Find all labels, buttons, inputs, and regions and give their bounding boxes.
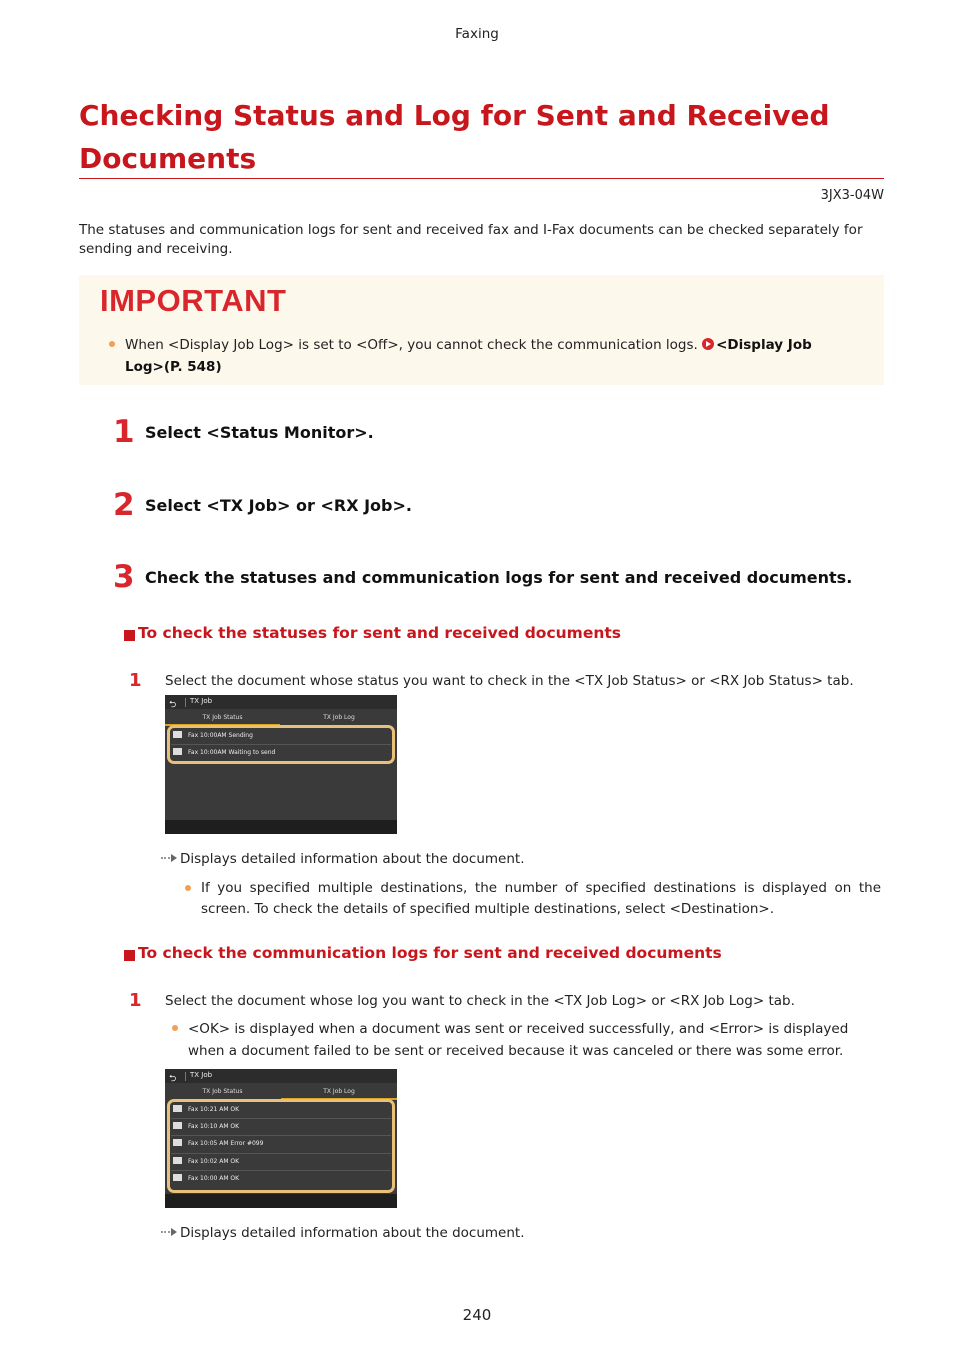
highlight-frame: [167, 725, 395, 764]
step-text: Select <TX Job> or <RX Job>.: [145, 496, 412, 515]
page-title: Checking Status and Log for Sent and Received Documents: [79, 99, 830, 175]
link-arrow-icon: [702, 338, 714, 350]
intro-paragraph: The statuses and communication logs for sent and received fax and I-Fax documents can be checked separately for sending and receiving.: [79, 222, 863, 257]
status-screen-image: [165, 695, 397, 834]
screen-bottom-bar: [165, 1194, 397, 1208]
substep-text: Select the document whose status you want to check in the <TX Job Status> or <RX Job Status> tab.: [165, 673, 854, 689]
bullet-icon: [172, 1025, 178, 1031]
highlight-frame: [167, 1099, 395, 1193]
step-number: 1: [113, 414, 135, 450]
log-note: <OK> is displayed when a document was sent or received successfully, and <Error> is displayed when a document failed to be sent or received because it was canceled or there was some error.: [188, 1021, 849, 1059]
substep-text: Select the document whose log you want to check in the <TX Job Log> or <RX Job Log> tab.: [165, 993, 795, 1009]
screen-bottom-bar: [165, 820, 397, 834]
result-line: [161, 1223, 525, 1244]
tab-tx-job-status: TX Job Status: [165, 711, 280, 726]
page-number: 240: [462, 1306, 492, 1324]
screen-title: TX Job: [190, 1071, 213, 1079]
running-header: Faxing: [455, 26, 499, 42]
log-row-label: Fax 10:05 AM Error #099: [188, 1140, 264, 1147]
step-text: Select <Status Monitor>.: [145, 423, 374, 442]
log-row-label: Fax 10:10 AM OK: [188, 1123, 240, 1130]
bullet-icon: [109, 341, 115, 347]
back-icon: ⮌: [169, 1074, 177, 1084]
important-label: IMPORTANT: [100, 283, 287, 318]
title-divider: [79, 178, 884, 179]
section-marker-icon: [124, 950, 135, 961]
bullet-icon: [185, 885, 191, 891]
status-note: If you specified multiple destinations, the number of specified destinations is displayed on the screen. To check the details of specified multiple destinations, select <Destination>.: [201, 880, 881, 917]
important-box: [79, 275, 884, 385]
title-separator: [185, 698, 186, 707]
log-row-label: Fax 10:21 AM OK: [188, 1106, 240, 1113]
document-id: 3JX3-04W: [820, 188, 884, 203]
tab-tx-job-log: TX Job Log: [281, 1085, 397, 1100]
log-section-heading: To check the communication logs for sent and received documents: [138, 944, 722, 962]
substep-number: 1: [129, 670, 142, 691]
tab-tx-job-status: TX Job Status: [202, 1088, 243, 1095]
step-text: Check the statuses and communication logs for sent and received documents.: [145, 568, 853, 587]
substep-number: 1: [129, 990, 142, 1011]
status-section-heading: To check the statuses for sent and received documents: [138, 624, 622, 642]
step-number: 2: [113, 487, 135, 523]
back-icon: ⮌: [169, 700, 177, 710]
important-text: [125, 334, 825, 378]
job-row-label: Fax 10:00AM Waiting to send: [188, 749, 276, 756]
result-text: Displays detailed information about the document.: [180, 851, 525, 867]
display-job-log-link[interactable]: <Display Job Log>(P. 548): [125, 337, 812, 375]
title-separator: [185, 1072, 186, 1081]
step-number: 3: [113, 559, 135, 595]
result-arrow-icon: [161, 854, 177, 862]
result-text: Displays detailed information about the document.: [180, 1225, 525, 1241]
log-row-label: Fax 10:02 AM OK: [188, 1158, 240, 1165]
screen-title: TX Job: [190, 697, 213, 705]
tab-tx-job-log: TX Job Log: [323, 714, 355, 721]
important-body: When <Display Job Log> is set to <Off>, you cannot check the communication logs.: [125, 337, 698, 353]
result-arrow-icon: [161, 1228, 177, 1236]
log-row-label: Fax 10:00 AM OK: [188, 1175, 240, 1182]
result-line: [161, 849, 525, 870]
job-row-label: Fax 10:00AM Sending: [188, 732, 253, 739]
log-screen-image: [165, 1069, 397, 1208]
section-marker-icon: [124, 630, 135, 641]
